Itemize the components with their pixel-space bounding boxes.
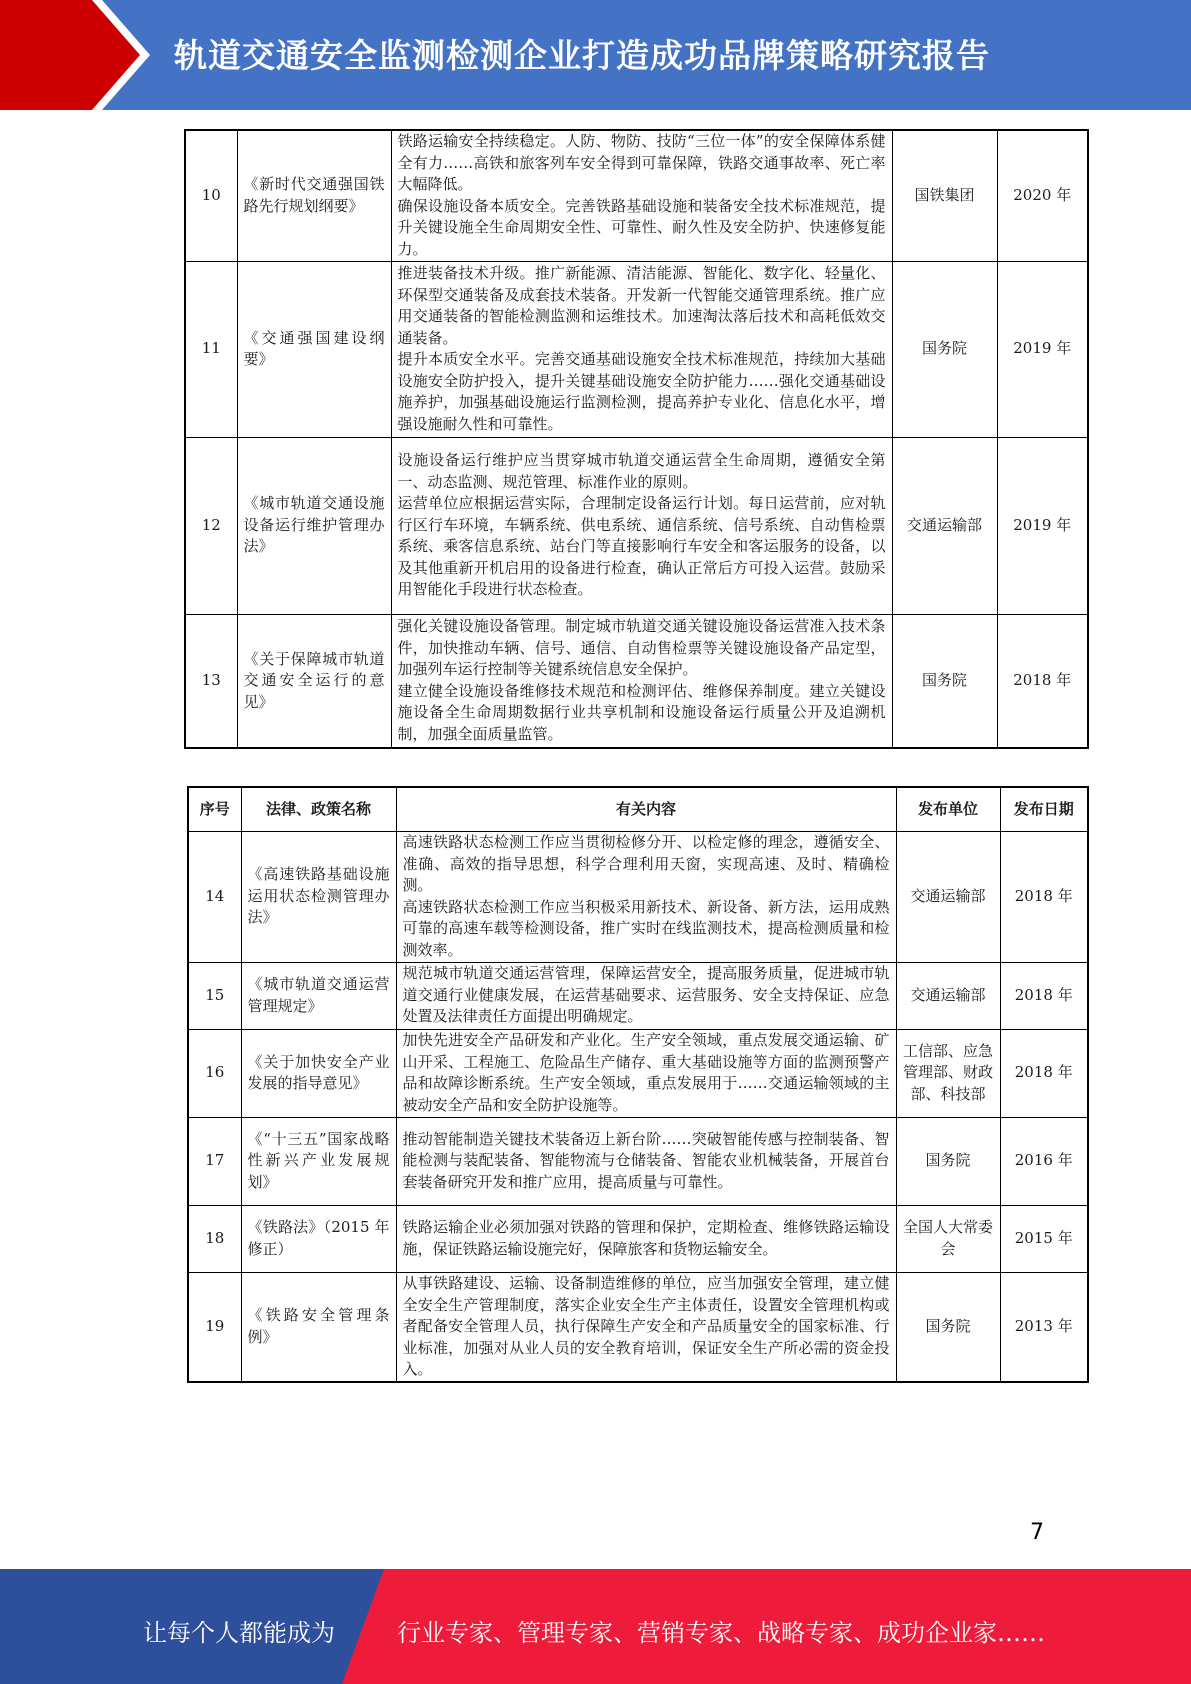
policy-name: 《城市轨道交通设施设备运行维护管理办法》	[237, 437, 391, 614]
content-paragraph: 高速铁路状态检测工作应当贯彻检修分开、以检定修的理念，遵循安全、准确、高效的指导思想，科学合理利用天窗，实现高速、及时、精确检测。	[402, 833, 890, 894]
row-index: 18	[188, 1205, 241, 1272]
table-row	[185, 130, 1088, 261]
page-number: 7	[1030, 1520, 1044, 1545]
table-row	[188, 831, 1088, 962]
issue-date: 2013 年	[1000, 1272, 1088, 1382]
issuing-org: 国务院	[892, 261, 997, 437]
issuing-org: 工信部、应急管理部、财政部、科技部	[896, 1029, 1000, 1117]
content-paragraph: 建立健全设施设备维修技术规范和检测评估、维修保养制度。建立关键设施设备全生命周期数据行业共享机制和设施设备运行质量公开及追溯机制，加强全面质量监管。	[397, 681, 886, 743]
policy-name: 《铁路法》（2015 年修正）	[241, 1205, 396, 1272]
issuing-org: 国务院	[896, 1272, 1000, 1382]
issue-date: 2020 年	[997, 130, 1088, 261]
policy-table-continued	[184, 129, 1089, 749]
header-red-chevron	[0, 0, 140, 110]
policy-name: 《交通强国建设纲要》	[237, 261, 391, 437]
policy-content	[391, 130, 892, 261]
issuing-org: 交通运输部	[892, 437, 997, 614]
row-index: 13	[185, 614, 237, 748]
table-row	[188, 1029, 1088, 1117]
table-row	[185, 614, 1088, 748]
policy-content	[391, 261, 892, 437]
content-paragraph: 提升本质安全水平。完善交通基础设施安全技术标准规范，持续加大基础设施安全防护投入，提升关键基础设施安全防护能力……强化交通基础设施养护，加强基础设施运行监测检测，提高养护专业化、信息化水平，增强设施耐久性和可靠性。	[397, 350, 886, 433]
table-row	[188, 1272, 1088, 1382]
row-index: 10	[185, 130, 237, 261]
footer-slogan-left: 让每个人都能成为	[143, 1619, 335, 1647]
row-index: 17	[188, 1117, 241, 1205]
table-row	[185, 437, 1088, 614]
policy-name: 《关于加快安全产业发展的指导意见》	[241, 1029, 396, 1117]
issuing-org: 国务院	[896, 1117, 1000, 1205]
header-index: 序号	[188, 787, 241, 831]
policy-table-main	[187, 786, 1089, 1383]
policy-name: 《新时代交通强国铁路先行规划纲要》	[237, 130, 391, 261]
content-paragraph: 推进装备技术升级。推广新能源、清洁能源、智能化、数字化、轻量化、环保型交通装备及成套技术装备。开发新一代智能交通管理系统。推广应用交通装备的智能检测监测和运维技术。加速淘汰落后技术和高耗低效交通装备。	[397, 264, 886, 347]
content-paragraph: 设施设备运行维护应当贯穿城市轨道交通运营全生命周期，遵循安全第一、动态监测、规范管理、标准作业的原则。	[397, 451, 886, 491]
policy-content	[396, 1117, 896, 1205]
policy-name: 《铁路安全管理条例》	[241, 1272, 396, 1382]
content-paragraph: 推动智能制造关键技术装备迈上新台阶……突破智能传感与控制装备、智能检测与装配装备、智能物流与仓储装备、智能农业机械装备，开展首台套装备研究开发和推广应用，提高质量与可靠性。	[402, 1129, 890, 1191]
table-row	[188, 1205, 1088, 1272]
report-title: 轨道交通安全监测检测企业打造成功品牌策略研究报告	[174, 36, 990, 75]
policy-content	[396, 831, 896, 962]
issuing-org: 交通运输部	[896, 831, 1000, 962]
content-paragraph: 高速铁路状态检测工作应当积极采用新技术、新设备、新方法，运用成熟可靠的高速车载等检测设备，推广实时在线监测技术，提高检测质量和检测效率。	[402, 897, 890, 959]
row-index: 14	[188, 831, 241, 962]
table-row	[188, 1117, 1088, 1205]
row-index: 16	[188, 1029, 241, 1117]
policy-content	[396, 1205, 896, 1272]
header-org: 发布单位	[896, 787, 1000, 831]
content-paragraph: 强化关键设施设备管理。制定城市轨道交通关键设施设备运营准入技术条件，加快推动车辆、信号、通信、自动售检票等关键设施设备产品定型，加强列车运行控制等关键系统信息安全保护。	[397, 617, 886, 679]
content-paragraph: 铁路运输企业必须加强对铁路的管理和保护，定期检查、维修铁路运输设施，保证铁路运输设施完好，保障旅客和货物运输安全。	[402, 1218, 890, 1258]
policy-content	[391, 614, 892, 748]
policy-name: 《“十三五”国家战略性新兴产业发展规划》	[241, 1117, 396, 1205]
issue-date: 2018 年	[997, 614, 1088, 748]
header-date: 发布日期	[1000, 787, 1088, 831]
issue-date: 2019 年	[997, 437, 1088, 614]
issuing-org: 交通运输部	[896, 962, 1000, 1029]
header-banner	[0, 0, 1191, 110]
footer-slogan-right: 行业专家、管理专家、营销专家、战略专家、成功企业家……	[397, 1619, 1045, 1647]
content-paragraph: 从事铁路建设、运输、设备制造维修的单位，应当加强安全管理，建立健全安全生产管理制度，落实企业安全生产主体责任，设置安全管理机构或者配备安全管理人员，执行保障生产安全和产品质量安全的国家标准、行业标准，加强对从业人员的安全教育培训，保证安全生产所必需的资金投入。	[402, 1274, 890, 1378]
issue-date: 2018 年	[1000, 831, 1088, 962]
policy-name: 《高速铁路基础设施运用状态检测管理办法》	[241, 831, 396, 962]
policy-content	[396, 1029, 896, 1117]
issuing-org: 全国人大常委会	[896, 1205, 1000, 1272]
table-row	[188, 962, 1088, 1029]
policy-content	[396, 962, 896, 1029]
row-index: 15	[188, 962, 241, 1029]
content-paragraph: 确保设施设备本质安全。完善铁路基础设施和装备安全技术标准规范，提升关键设施全生命周期安全性、可靠性、耐久性及安全防护、快速修复能力。	[397, 196, 886, 258]
content-paragraph: 规范城市轨道交通运营管理，保障运营安全，提高服务质量，促进城市轨道交通行业健康发展，在运营基础要求、运营服务、安全支持保证、应急处置及法律责任方面提出明确规定。	[402, 964, 890, 1026]
policy-content	[391, 437, 892, 614]
issue-date: 2016 年	[1000, 1117, 1088, 1205]
content-paragraph: 运营单位应根据运营实际，合理制定设备运行计划。每日运营前，应对轨行区行车环境，车辆系统、供电系统、通信系统、信号系统、自动售检票系统、乘客信息系统、站台门等直接影响行车安全和客运服务的设备，以及其他重新开机启用的设备进行检查，确认正常后方可投入运营。鼓励采用智能化手段进行状态检查。	[397, 494, 886, 599]
issue-date: 2018 年	[1000, 1029, 1088, 1117]
content-paragraph: 加快先进安全产品研发和产业化。生产安全领域，重点发展交通运输、矿山开采、工程施工、危险品生产储存、重大基础设施等方面的监测预警产品和故障诊断系统。生产安全领域，重点发展用于……交通运输领域的主被动安全产品和安全防护设施等。	[402, 1031, 890, 1114]
header-content: 有关内容	[396, 787, 896, 831]
row-index: 11	[185, 261, 237, 437]
row-index: 12	[185, 437, 237, 614]
policy-name: 《城市轨道交通运营管理规定》	[241, 962, 396, 1029]
header-name: 法律、政策名称	[241, 787, 396, 831]
content-paragraph: 铁路运输安全持续稳定。人防、物防、技防“三位一体”的安全保障体系健全有力……高铁和旅客列车安全得到可靠保障，铁路交通事故率、死亡率大幅降低。	[397, 132, 886, 194]
policy-name: 《关于保障城市轨道交通安全运行的意见》	[237, 614, 391, 748]
issue-date: 2018 年	[1000, 962, 1088, 1029]
policy-content	[396, 1272, 896, 1382]
issue-date: 2015 年	[1000, 1205, 1088, 1272]
row-index: 19	[188, 1272, 241, 1382]
issuing-org: 国务院	[892, 614, 997, 748]
issue-date: 2019 年	[997, 261, 1088, 437]
issuing-org: 国铁集团	[892, 130, 997, 261]
table-header-row	[188, 787, 1088, 831]
footer-banner	[0, 1569, 1191, 1684]
table-row	[185, 261, 1088, 437]
